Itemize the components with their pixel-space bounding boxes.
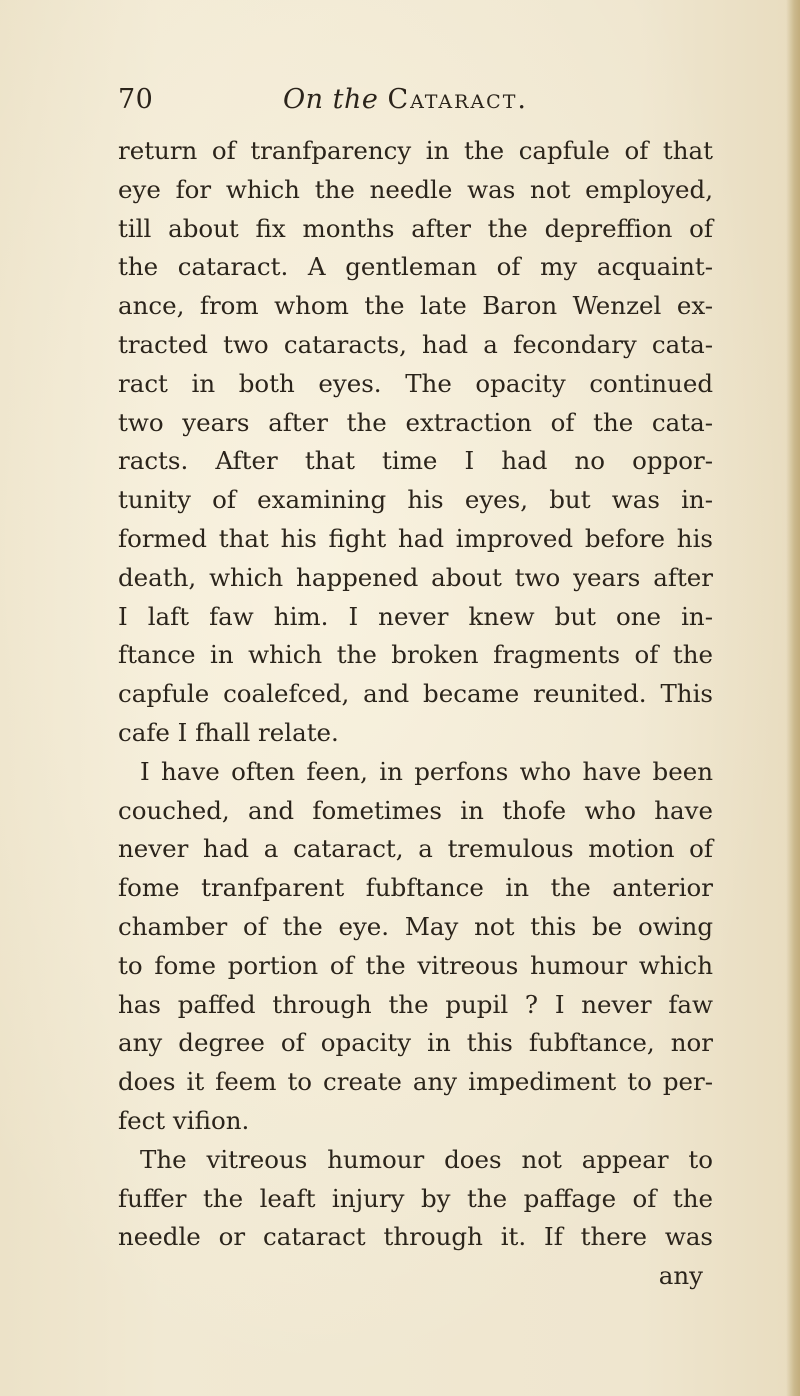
text-line: tunity of examining his eyes, but was in- [118, 485, 713, 515]
text-line: does it feem to create any impediment to per- [118, 1067, 713, 1097]
page-number: 70 [118, 84, 154, 115]
text-line: needle or cataract through it. If there was [118, 1222, 713, 1252]
page-edge [786, 0, 800, 1396]
text-line: has paffed through the pupil ? I never faw [118, 989, 713, 1019]
text-line: to fome portion of the vitreous humour which [118, 950, 713, 980]
text-line: couched, and fometimes in thofe who have [118, 795, 713, 825]
text-line: the cataract. A gentleman of my acquaint- [118, 252, 713, 282]
title-word-the: the [332, 84, 379, 115]
text-line: chamber of the eye. May not this be owing [118, 911, 713, 941]
text-line: I have often feen, in perfons who have been [140, 756, 713, 786]
text-line: fome tranfparent fubftance in the anterior [118, 873, 713, 903]
text-line: never had a cataract, a tremulous motion of [118, 834, 713, 864]
text-line: fuffer the leaft injury by the paffage of the [118, 1183, 713, 1213]
running-header [118, 84, 698, 124]
text-line: The vitreous humour does not appear to [140, 1144, 713, 1174]
text-line: tracted two cataracts, had a fecondary cata- [118, 329, 713, 359]
text-line: fect vifion. [118, 1105, 250, 1135]
text-line: ance, from whom the late Baron Wenzel ex- [118, 291, 713, 321]
title-word-on: On [283, 84, 324, 115]
text-line: formed that his fight had improved before his [118, 523, 713, 553]
text-line: racts. After that time I had no oppor- [118, 446, 713, 476]
text-line: eye for which the needle was not employed, [118, 174, 713, 204]
text-line: I laft faw him. I never knew but one in- [118, 601, 713, 631]
text-line: death, which happened about two years after [118, 562, 713, 592]
running-title [283, 84, 528, 115]
text-line: any degree of opacity in this fubftance, nor [118, 1028, 713, 1058]
text-line: cafe I fhall relate. [118, 717, 339, 747]
text-line: capfule coalefced, and became reunited. This [118, 679, 713, 709]
catchword: any [658, 1261, 703, 1291]
title-word-cataract: Cataract. [387, 84, 528, 115]
text-line: till about fix months after the depreffion of [118, 213, 713, 243]
text-line: two years after the extraction of the cata- [118, 407, 713, 437]
text-line: ract in both eyes. The opacity continued [118, 368, 713, 398]
body-text [118, 132, 713, 1296]
text-line: return of tranfparency in the capfule of that [118, 136, 713, 165]
text-line: ftance in which the broken fragments of the [118, 640, 713, 670]
